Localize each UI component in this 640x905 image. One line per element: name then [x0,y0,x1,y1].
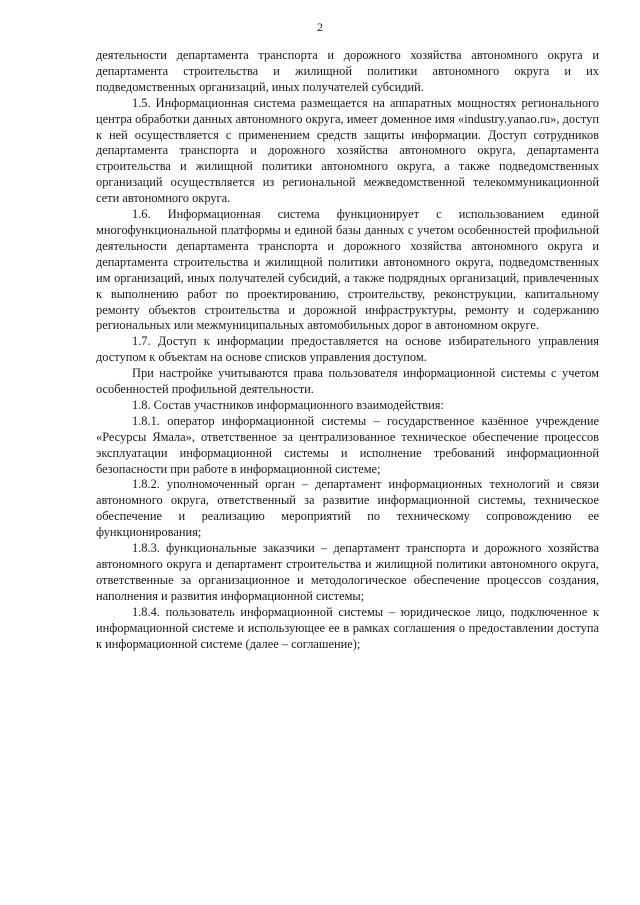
paragraph-1-5: 1.5. Информационная система размещается на аппаратных мощностях регионального центра обработки данных автономного округа, имеет доменное имя «industry.yanao.ru», доступ к ней осуществляется с применением средств защиты информации. Доступ сотрудников департамента транспорта и дорожного хозяйства автономного округа, департамента строительства и жилищной политики автономного округа, а также подведомственных организаций осуществляется из региональной межведомственной телекоммуникационной сети автономного округа. [96,95,599,206]
paragraph-1-8-1: 1.8.1. оператор информационной системы – государственное казённое учреждение «Ресурсы Ямала», ответственное за централизованное техническое обеспечение процессов эксплуатации информационной системы и исполнение требований информационной безопасности при работе в информационной системе; [96,413,599,476]
paragraph-1-8-2: 1.8.2. уполномоченный орган – департамент информационных технологий и связи автономного округа, ответственный за развитие информационной системы, техническое обеспечение и реализацию мероприятий по техническому сопровождению ее функционирования; [96,477,599,540]
page-number: 2 [317,20,323,34]
document-body [96,48,599,652]
paragraph-1-7: 1.7. Доступ к информации предоставляется на основе избирательного управления доступом к объектам на основе списков управления доступом. [96,334,599,365]
paragraph-1-8: 1.8. Состав участников информационного взаимодействия: [132,397,444,412]
paragraph-continuation: деятельности департамента транспорта и дорожного хозяйства автономного округа и департамента строительства и жилищной политики автономного округа и их подведомственных организаций, иных получателей субсидий. [96,48,599,94]
paragraph-1-8-4: 1.8.4. пользователь информационной системы – юридическое лицо, подключенное к информационной системе и использующее ее в рамках соглашения о предоставлении доступа к информационной системе (далее – соглашение); [96,604,599,651]
paragraph-settings-note: При настройке учитываются права пользователя информационной системы с учетом особенностей профильной деятельности. [96,366,599,397]
paragraph-1-8-3: 1.8.3. функциональные заказчики – департамент транспорта и дорожного хозяйства автономного округа и департамент строительства и жилищной политики автономного округа, ответственные за организационное и методологическое обеспечение процессов создания, наполнения и развития информационной системы; [96,541,599,603]
paragraph-1-6: 1.6. Информационная система функционирует с использованием единой многофункциональной платформы и единой базы данных с учетом особенностей профильной деятельности департамента транспорта и дорожного хозяйства автономного округа и департамента строительства и жилищной политики автономного округа, подведомственных им организаций, иных получателей субсидий, а также подрядных организаций, привлеченных к выполнению работ по проектированию, строительству, реконструкции, капитальному ремонту объектов строительства и дорожной инфраструктуры, ремонту и содержанию региональных или межмуниципальных автомобильных дорог в автономном округе. [96,207,599,333]
